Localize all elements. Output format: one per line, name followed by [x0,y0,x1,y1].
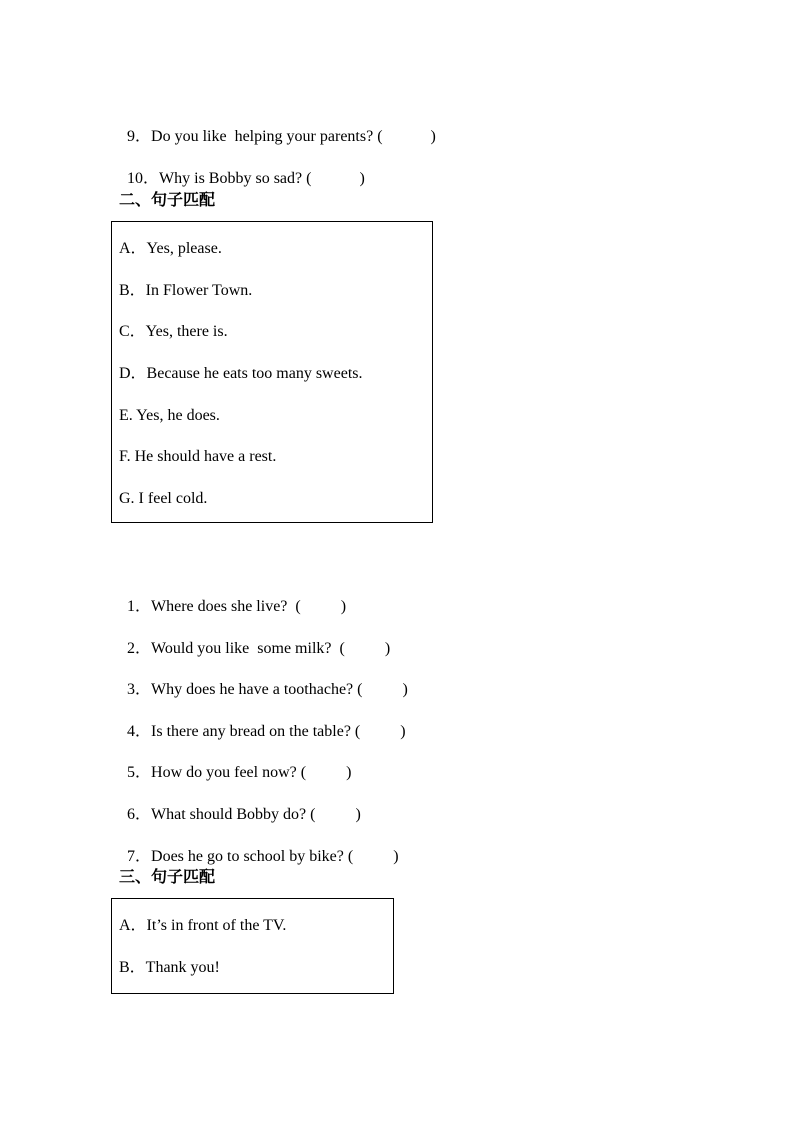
option-a: A．It’s in front of the TV. [119,917,287,934]
closing-paren: ) [400,723,406,740]
question-number: 4． [127,723,152,740]
answer-blank[interactable] [360,723,400,740]
closing-paren: ) [384,640,391,657]
question-text: Where does she live? ( [151,598,301,615]
question-10 [119,149,365,189]
question-number: 9． [127,128,152,145]
closing-paren: ) [402,681,408,698]
closing-paren: ) [346,764,352,781]
answer-blank[interactable] [362,681,402,698]
option-c: C．Yes, there is. [119,323,228,340]
question-number: 10． [127,170,160,187]
s2-question-5 [119,743,351,783]
section-3-heading: 三、句子匹配 [119,867,216,886]
closing-paren: ) [340,598,347,615]
s2-question-4 [119,702,406,742]
answer-blank[interactable] [315,806,355,823]
closing-paren: ) [430,128,436,145]
question-text: Does he go to school by bike? ( [151,848,354,865]
question-number: 1． [127,598,152,615]
answer-blank[interactable] [383,128,431,145]
closing-paren: ) [359,170,365,187]
s2-question-1 [119,577,346,617]
option-b: B．Thank you! [119,959,220,976]
section-2-heading: 二、句子匹配 [119,190,216,209]
closing-paren: ) [393,848,399,865]
closing-paren: ) [355,806,361,823]
answer-blank[interactable] [306,764,346,781]
answer-blank[interactable] [311,170,359,187]
question-number: 7． [127,848,152,865]
section-3-options-box [111,898,394,994]
question-text: Why does he have a toothache? ( [151,681,363,698]
option-g: G. I feel cold. [119,490,208,507]
s2-question-7 [119,827,399,867]
question-text: Would you like some milk? ( [151,640,345,657]
answer-blank[interactable] [353,848,393,865]
question-number: 5． [127,764,152,781]
option-a: A．Yes, please. [119,240,222,257]
option-e: E. Yes, he does. [119,407,220,424]
question-9 [119,107,436,147]
question-number: 6． [127,806,152,823]
question-text: Do you like helping your parents? ( [151,128,383,145]
option-f: F. He should have a rest. [119,448,277,465]
answer-blank[interactable] [301,598,341,615]
question-number: 3． [127,681,152,698]
option-d: D．Because he eats too many sweets. [119,365,363,382]
answer-blank[interactable] [345,640,385,657]
s2-question-2 [119,619,390,659]
s2-question-3 [119,660,408,700]
question-text: How do you feel now? ( [151,764,307,781]
question-text: What should Bobby do? ( [151,806,316,823]
option-b: B．In Flower Town. [119,282,253,299]
question-text: Is there any bread on the table? ( [151,723,361,740]
s2-question-6 [119,785,361,825]
question-number: 2． [127,640,152,657]
section-2-options-box [111,221,433,523]
question-text: Why is Bobby so sad? ( [159,170,312,187]
